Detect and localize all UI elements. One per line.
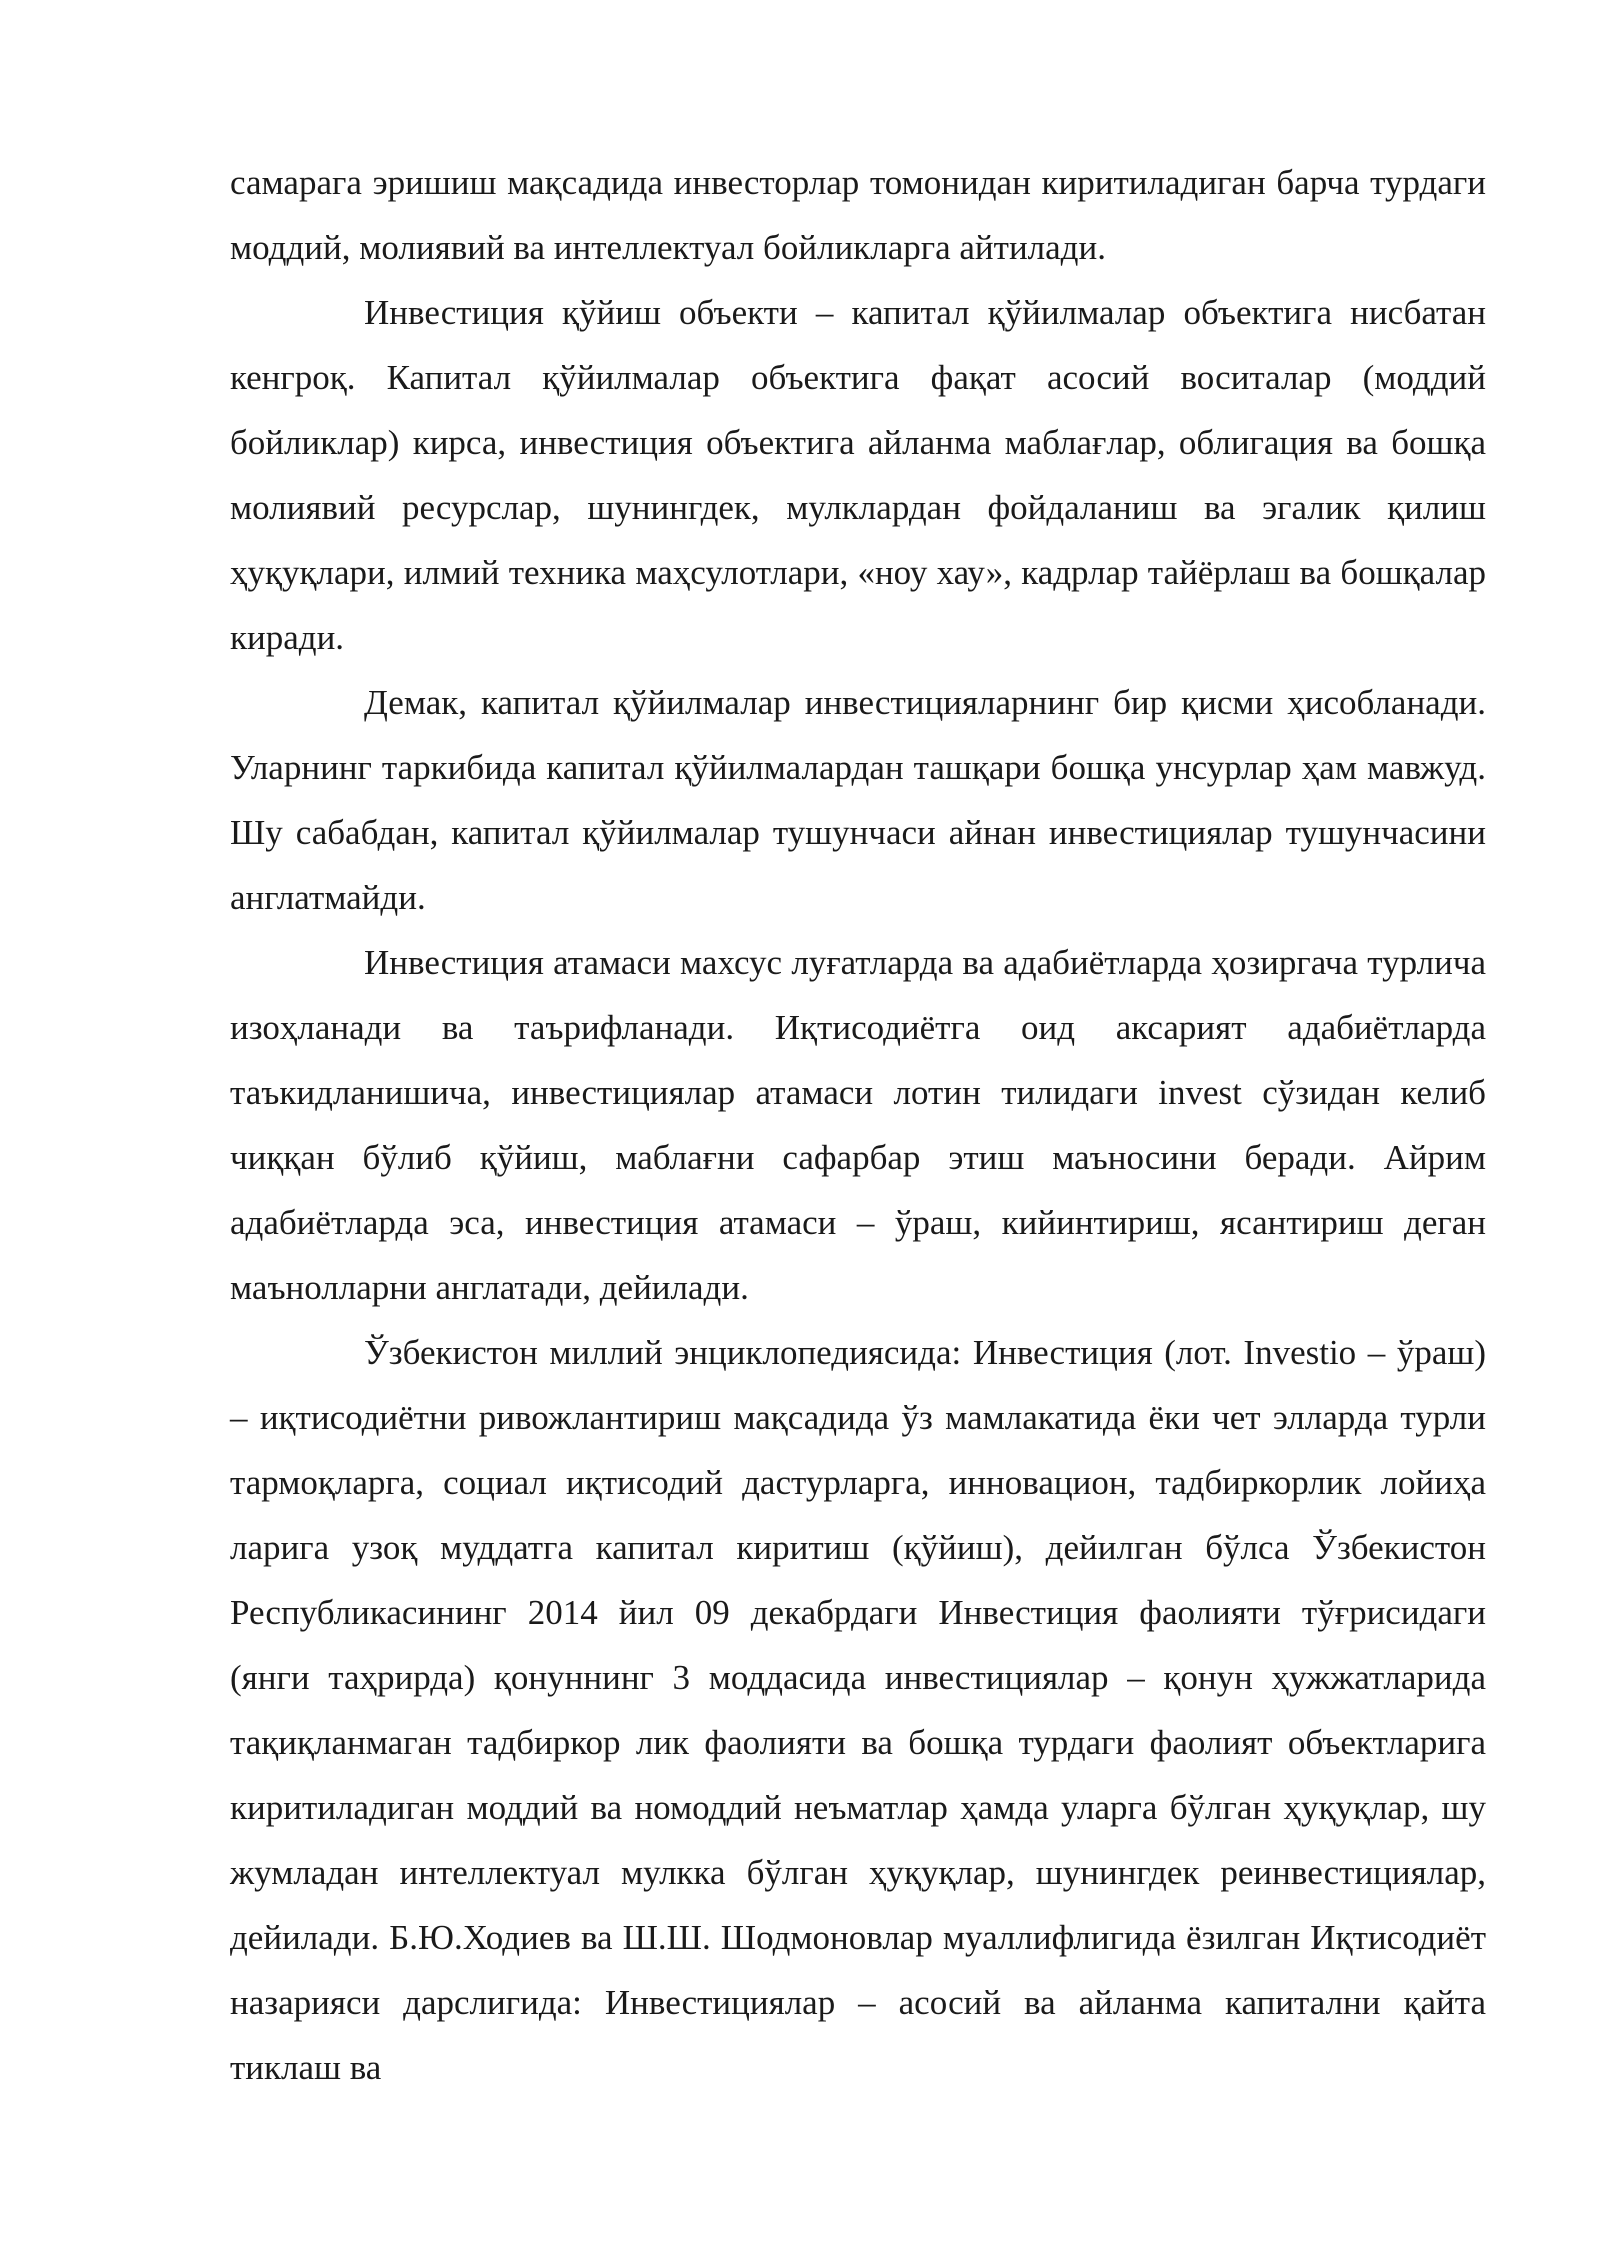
paragraph-term-definition: Инвестиция атамаси махсус луғатларда ва адабиётларда ҳозиргача турлича изоҳланади ва таърифланади. Иқтисодиётга оид аксарият адабиётларда таъкидланишича, инвестициялар атамаси лотин тилидаги invest сўзидан келиб чиққан бўлиб қўйиш, маблағни сафарбар этиш маъносини беради. Айрим адабиётларда эса, инвестиция атамаси – ўраш, кийинтириш, ясантириш деган маънолларни англатади, дейилади. (230, 943, 1486, 1307)
paragraph-capital-investments: Демак, капитал қўйилмалар инвестицияларнинг бир қисми ҳисобланади. Уларнинг таркибида капитал қўйилмалардан ташқари бошқа унсурлар ҳам мавжуд. Шу сабабдан, капитал қўйилмалар тушунчаси айнан инвестициялар тушунчасини англатмайди. (230, 683, 1486, 917)
paragraph-continuation: самарага эришиш мақсадида инвесторлар томонидан киритиладиган барча турдаги моддий, молиявий ва интеллектуал бойликларга айтилади. (230, 163, 1486, 267)
paragraph-investment-object: Инвестиция қўйиш объекти – капитал қўйилмалар объектига нисбатан кенгроқ. Капитал қўйилмалар объектига фақат асосий воситалар (моддий бойликлар) кирса, инвестиция объектига айланма маблағлар, облигация ва бошқа молиявий ресурслар, шунингдек, мулклардан фойдаланиш ва эгалик қилиш ҳуқуқлари, илмий техника маҳсулотлари, «ноу хау», кадрлар тайёрлаш ва бошқалар киради. (230, 293, 1486, 657)
document-body (230, 150, 1486, 2100)
paragraph-encyclopedia-definition: Ўзбекистон миллий энциклопедиясида: Инвестиция (лот. Investio – ўраш) – иқтисодиётни ривожлантириш мақсадида ўз мамлакатида ёки чет элларда турли тармоқларга, социал иқтисодий дастурларга, инновацион, тадбиркорлик лойиҳа ларига узоқ муддатга капитал киритиш (қўйиш), дейилган бўлса Ўзбекистон Республикасининг 2014 йил 09 декабрдаги Инвестиция фаолияти тўғрисидаги (янги таҳрирда) қонуннинг 3 моддасида инвестициялар – қонун ҳужжатларида тақиқланмаган тадбиркор лик фаолияти ва бошқа турдаги фаолият объектларига киритиладиган моддий ва номоддий неъматлар ҳамда уларга бўлган ҳуқуқлар, шу жумладан интеллектуал мулкка бўлган ҳуқуқлар, шунингдек реинвестициялар, дейилади. Б.Ю.Ходиев ва Ш.Ш. Шодмоновлар муаллифлигида ёзилган Иқтисодиёт назарияси дарслигида: Инвестициялар – асосий ва айланма капитални қайта тиклаш ва (230, 1333, 1486, 2087)
